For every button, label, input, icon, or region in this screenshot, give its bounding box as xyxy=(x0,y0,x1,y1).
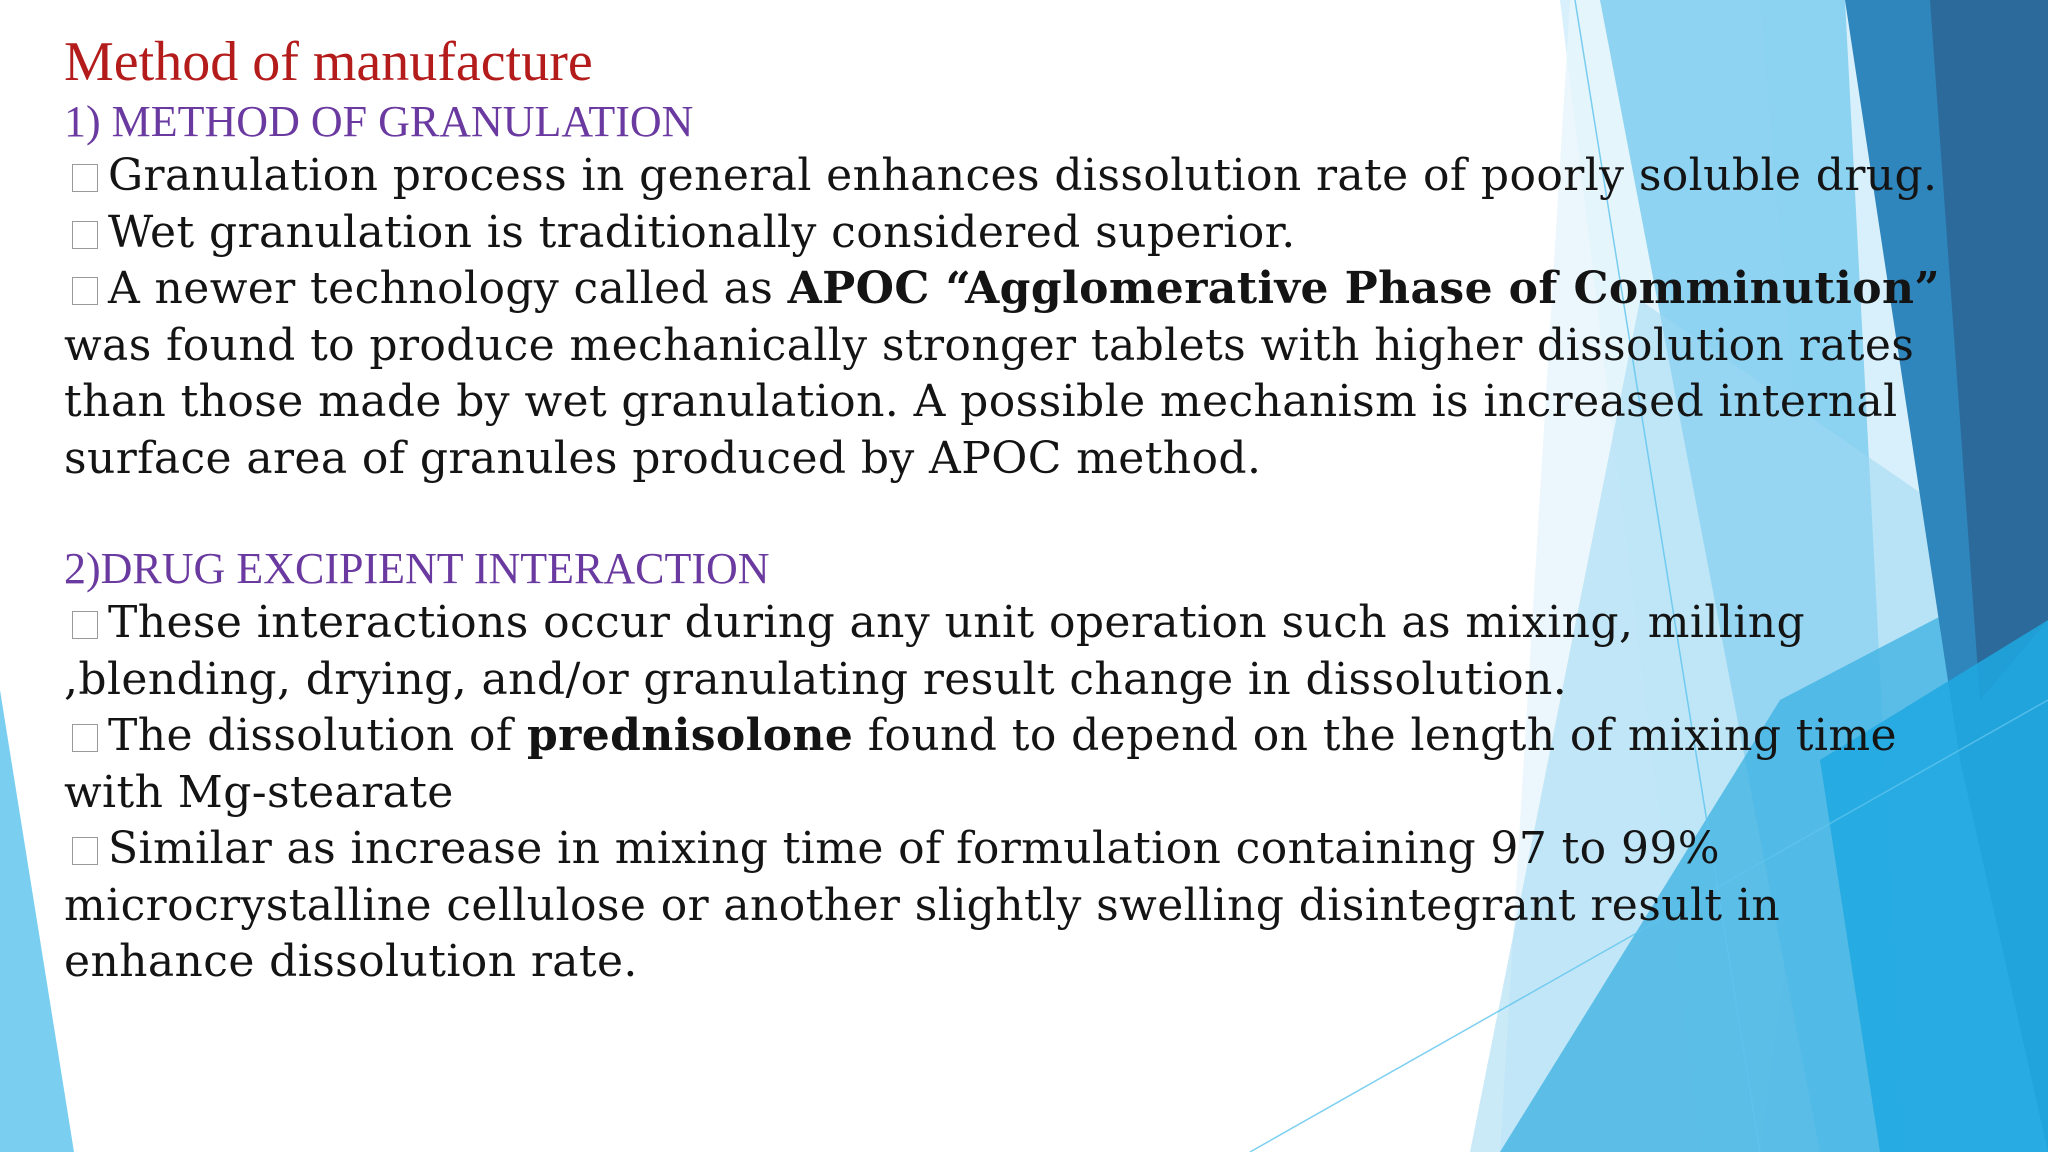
left-accent-shape xyxy=(0,690,74,1152)
bullet-text-post: found to depend on the length of mixing time with Mg-stearate xyxy=(64,710,1897,818)
bullet-box-icon xyxy=(72,221,98,249)
bullet-unit-operations xyxy=(64,595,1944,708)
bullet-apoc xyxy=(64,261,1944,487)
bullet-text-pre: A newer technology called as xyxy=(108,263,788,314)
bullet-text-post: was found to produce mechanically stronger tablets with higher dissolution rates than those made by wet granulation. A possible mechanism is increased internal surface area of granules produced by APOC method. xyxy=(64,319,1915,484)
bullet-text: Similar as increase in mixing time of formulation containing 97 to 99% microcrystalline cellulose or another slightly swelling disintegrant result in enhance dissolution rate. xyxy=(64,823,1781,987)
bullet-text: These interactions occur during any unit operation such as mixing, milling ,blending, drying, and/or granulating result change in dissolution. xyxy=(64,597,1806,705)
bullet-box-icon xyxy=(72,164,98,192)
bullet-box-icon xyxy=(72,837,98,865)
slide-content xyxy=(64,28,1944,991)
bullet-granulation-general xyxy=(64,148,1944,205)
bullet-text: Wet granulation is traditionally considered superior. xyxy=(108,206,1296,258)
bullet-box-icon xyxy=(72,724,98,752)
bullet-mixing-time xyxy=(64,821,1944,991)
bullet-prednisolone xyxy=(64,708,1944,821)
section-heading-granulation: 1) METHOD OF GRANULATION xyxy=(64,97,694,146)
section-spacer xyxy=(64,487,1944,543)
bullet-text-bold-apoc: APOC “Agglomerative Phase of Comminution” xyxy=(787,263,1941,314)
bullet-wet-granulation xyxy=(64,205,1944,262)
slide-title: Method of manufacture xyxy=(64,31,593,93)
bullet-box-icon xyxy=(72,277,98,305)
section-heading-excipient: 2)DRUG EXCIPIENT INTERACTION xyxy=(64,544,770,593)
bullet-text-bold-prednisolone: prednisolone xyxy=(526,710,854,761)
bullet-box-icon xyxy=(72,611,98,639)
bullet-text: Granulation process in general enhances dissolution rate of poorly soluble drug. xyxy=(108,150,1938,201)
bullet-text-pre: The dissolution of xyxy=(108,710,527,761)
